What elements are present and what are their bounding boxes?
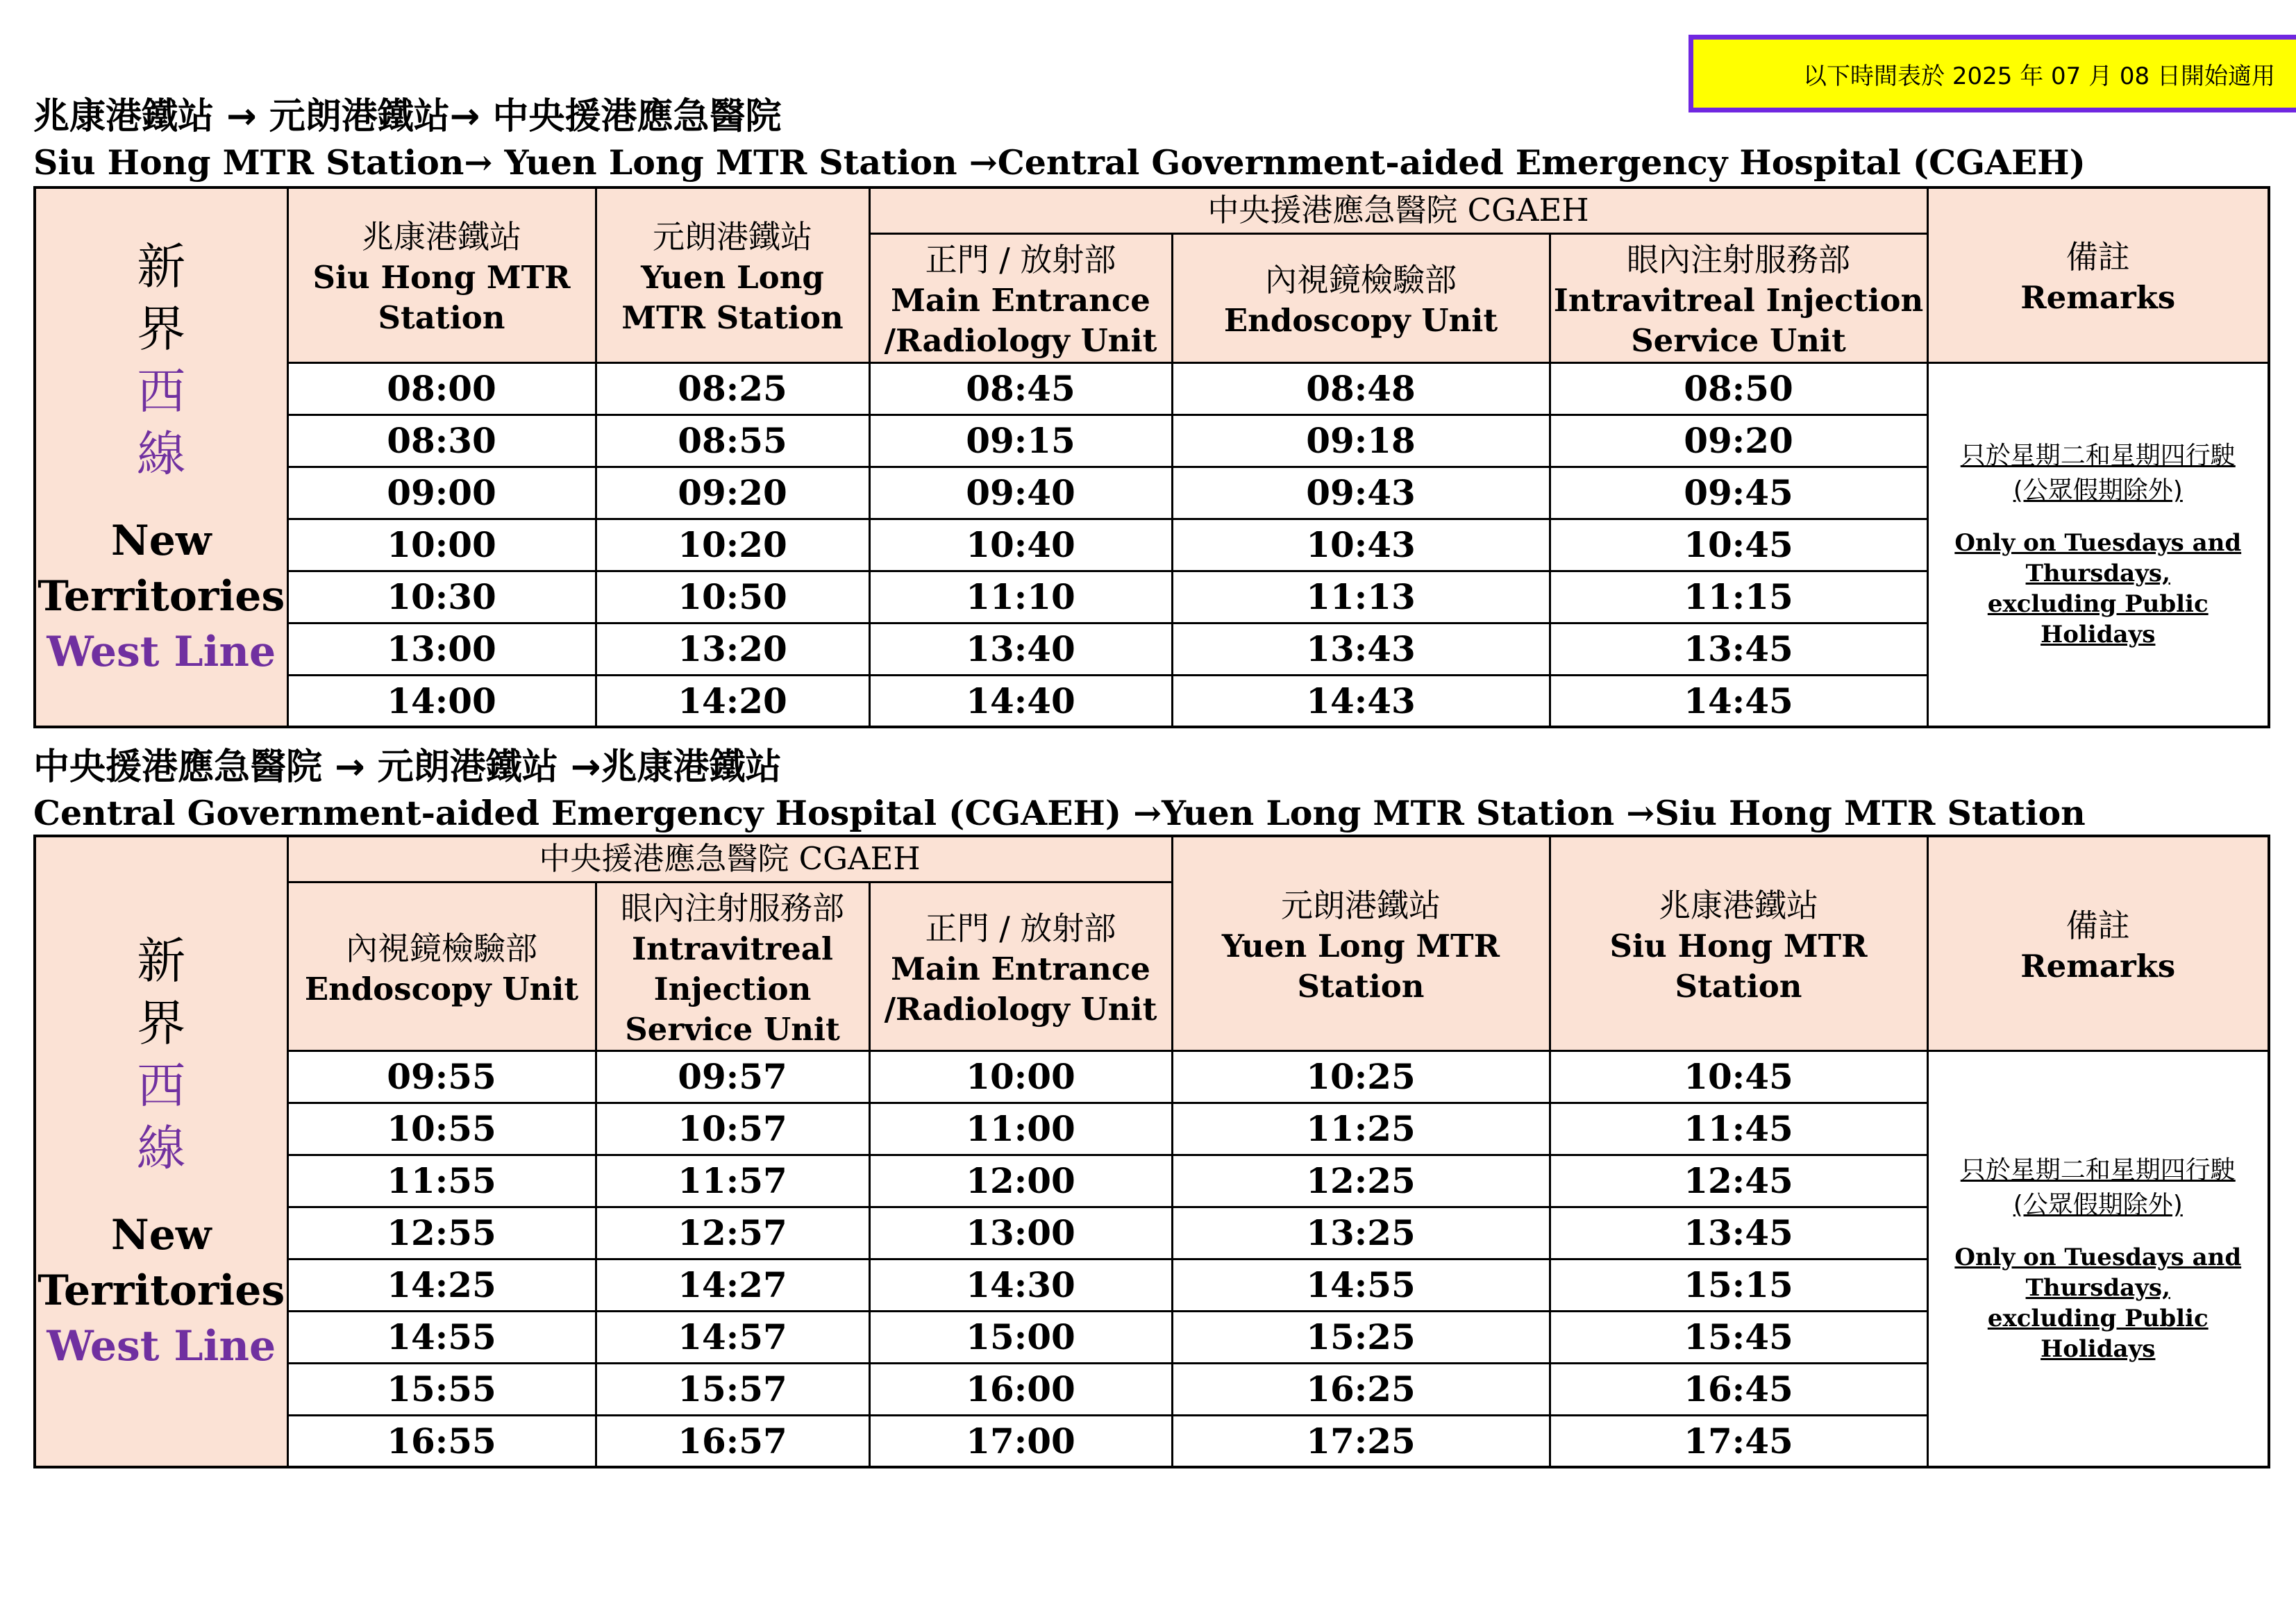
time-cell: 17:00 (869, 1415, 1172, 1467)
inbound-title-zh: 中央援港應急醫院 → 元朗港鐵站 →兆康港鐵站 (33, 746, 782, 788)
header-label: excluding Public Holidays (1987, 590, 2209, 649)
line-en: Territories (37, 571, 285, 621)
line-label-cell (35, 187, 287, 727)
time-cell: 10:00 (287, 519, 596, 571)
time-cell: 08:00 (287, 362, 596, 415)
remarks-cell (1927, 1050, 2269, 1467)
header-label: 備註 (2065, 906, 2130, 944)
time-cell: 11:55 (287, 1155, 596, 1207)
header-label: 兆康港鐵站 (362, 218, 521, 256)
time-cell: 08:25 (596, 362, 869, 415)
header-label: Only on Tuesdays and (1954, 1243, 2242, 1271)
time-cell: 15:55 (287, 1363, 596, 1415)
time-cell: 12:00 (869, 1155, 1172, 1207)
time-cell: 10:40 (869, 519, 1172, 571)
header-label: 中央援港應急醫院 CGAEH (539, 840, 921, 878)
outbound-title-en: Siu Hong MTR Station→ Yuen Long MTR Station →Central Government-aided Emergency Hospital (CGAEH) (33, 142, 2086, 183)
column-header (1550, 233, 1927, 362)
time-cell: 17:45 (1550, 1415, 1927, 1467)
time-cell: 12:25 (1172, 1155, 1550, 1207)
time-cell: 10:30 (287, 571, 596, 623)
header-label: (公眾假期除外) (2013, 1190, 2183, 1219)
time-cell: 10:55 (287, 1103, 596, 1155)
time-cell: 16:45 (1550, 1363, 1927, 1415)
header-label: Siu Hong MTR Station (312, 259, 571, 337)
header-label: Yuen Long MTR Station (621, 259, 844, 337)
time-cell: 12:55 (287, 1207, 596, 1259)
header-label: Siu Hong MTR Station (1609, 927, 1868, 1005)
time-cell: 15:25 (1172, 1311, 1550, 1363)
header-label: 眼內注射服務部 (621, 889, 844, 927)
time-cell: 09:18 (1172, 415, 1550, 467)
time-cell: 11:15 (1550, 571, 1927, 623)
header-label: Main Entrance /Radiology Unit (884, 282, 1157, 359)
time-cell: 08:30 (287, 415, 596, 467)
line-en: Territories (37, 1266, 285, 1315)
header-label: Only on Tuesdays and (1954, 529, 2242, 558)
time-cell: 11:00 (869, 1103, 1172, 1155)
column-header (1172, 233, 1550, 362)
time-cell: 14:27 (596, 1259, 869, 1311)
time-cell: 09:45 (1550, 467, 1927, 519)
time-cell: 13:20 (596, 623, 869, 675)
time-cell: 12:57 (596, 1207, 869, 1259)
time-cell: 14:43 (1172, 675, 1550, 727)
time-cell: 10:00 (869, 1050, 1172, 1103)
time-cell: 09:20 (1550, 415, 1927, 467)
time-cell: 13:43 (1172, 623, 1550, 675)
column-header (869, 882, 1172, 1050)
header-label: Remarks (2020, 279, 2176, 317)
time-cell: 09:40 (869, 467, 1172, 519)
time-cell: 14:00 (287, 675, 596, 727)
column-header (287, 882, 596, 1050)
outbound-timetable (33, 186, 2270, 728)
time-cell: 11:57 (596, 1155, 869, 1207)
inbound-timetable (33, 835, 2270, 1468)
time-cell: 08:55 (596, 415, 869, 467)
time-cell: 09:55 (287, 1050, 596, 1103)
time-cell: 09:00 (287, 467, 596, 519)
header-label: 只於星期二和星期四行駛 (1960, 1155, 2236, 1184)
header-label: Intravitreal Injection Service Unit (625, 930, 840, 1048)
header-label: 備註 (2065, 238, 2130, 276)
time-cell: 17:25 (1172, 1415, 1550, 1467)
line-zh-char: 線 (137, 1119, 186, 1177)
time-cell: 13:25 (1172, 1207, 1550, 1259)
time-cell: 11:13 (1172, 571, 1550, 623)
line-zh-char: 新 (137, 237, 186, 295)
header-label: Yuen Long MTR Station (1221, 927, 1500, 1005)
time-cell: 10:43 (1172, 519, 1550, 571)
table-row (35, 1050, 2269, 1103)
line-zh-char: 界 (137, 994, 186, 1052)
time-cell: 14:25 (287, 1259, 596, 1311)
time-cell: 15:15 (1550, 1259, 1927, 1311)
header-label: excluding Public Holidays (1987, 1304, 2209, 1363)
time-cell: 14:55 (1172, 1259, 1550, 1311)
inbound-title-en: Central Government-aided Emergency Hospital (CGAEH) →Yuen Long MTR Station →Siu Hong MTR Station (33, 793, 2086, 833)
time-cell: 16:00 (869, 1363, 1172, 1415)
cgaeh-group-header (287, 836, 1172, 882)
time-cell: 10:57 (596, 1103, 869, 1155)
line-zh-char: 新 (137, 932, 186, 989)
line-en: New (110, 1210, 212, 1259)
time-cell: 09:57 (596, 1050, 869, 1103)
time-cell: 11:25 (1172, 1103, 1550, 1155)
table-row (35, 362, 2269, 415)
header-label: 正門 / 放射部 (925, 909, 1116, 947)
time-cell: 08:45 (869, 362, 1172, 415)
time-cell: 14:57 (596, 1311, 869, 1363)
remarks-header (1927, 187, 2269, 362)
time-cell: 14:30 (869, 1259, 1172, 1311)
header-label: 兆康港鐵站 (1659, 886, 1818, 924)
header-label: 只於星期二和星期四行駛 (1960, 442, 2236, 471)
column-header (1550, 836, 1927, 1050)
remarks-cell (1927, 362, 2269, 727)
time-cell: 13:45 (1550, 623, 1927, 675)
line-zh-char: 線 (137, 425, 186, 483)
time-cell: 12:45 (1550, 1155, 1927, 1207)
line-zh-char: 界 (137, 300, 186, 358)
time-cell: 13:45 (1550, 1207, 1927, 1259)
time-cell: 09:43 (1172, 467, 1550, 519)
effective-date-notice: 以下時間表於 2025 年 07 月 08 日開始適用 (1689, 35, 2296, 112)
line-en: West Line (47, 627, 276, 676)
time-cell: 16:55 (287, 1415, 596, 1467)
column-header (596, 882, 869, 1050)
time-cell: 08:48 (1172, 362, 1550, 415)
header-label: 內視鏡檢驗部 (346, 929, 537, 967)
header-label: (公眾假期除外) (2013, 476, 2183, 505)
header-label: 中央援港應急醫院 CGAEH (1207, 192, 1589, 229)
time-cell: 14:40 (869, 675, 1172, 727)
remarks-header (1927, 836, 2269, 1050)
header-label: Thursdays, (2025, 560, 2170, 588)
header-label: Thursdays, (2025, 1273, 2170, 1302)
time-cell: 10:45 (1550, 519, 1927, 571)
header-label: 元朗港鐵站 (653, 218, 812, 256)
line-en: New (110, 516, 212, 565)
time-cell: 14:20 (596, 675, 869, 727)
header-label: 正門 / 放射部 (925, 241, 1116, 278)
time-cell: 10:45 (1550, 1050, 1927, 1103)
column-header (596, 187, 869, 362)
time-cell: 11:10 (869, 571, 1172, 623)
time-cell: 15:45 (1550, 1311, 1927, 1363)
line-label-cell (35, 836, 287, 1467)
header-label: 內視鏡檢驗部 (1265, 261, 1457, 299)
header-label: Endoscopy Unit (1223, 302, 1498, 339)
time-cell: 16:25 (1172, 1363, 1550, 1415)
time-cell: 14:55 (287, 1311, 596, 1363)
header-label: Intravitreal Injection Service Unit (1553, 282, 1924, 359)
time-cell: 11:45 (1550, 1103, 1927, 1155)
header-label: 元朗港鐵站 (1281, 886, 1441, 924)
time-cell: 08:50 (1550, 362, 1927, 415)
time-cell: 13:00 (287, 623, 596, 675)
time-cell: 09:20 (596, 467, 869, 519)
column-header (287, 187, 596, 362)
time-cell: 16:57 (596, 1415, 869, 1467)
time-cell: 10:50 (596, 571, 869, 623)
column-header (869, 233, 1172, 362)
time-cell: 13:40 (869, 623, 1172, 675)
line-zh-char: 西 (137, 362, 186, 420)
cgaeh-group-header (869, 187, 1927, 233)
time-cell: 14:45 (1550, 675, 1927, 727)
line-en: West Line (47, 1321, 276, 1371)
column-header (1172, 836, 1550, 1050)
header-label: Endoscopy Unit (304, 970, 579, 1007)
time-cell: 10:20 (596, 519, 869, 571)
time-cell: 09:15 (869, 415, 1172, 467)
header-label: Remarks (2020, 947, 2176, 985)
header-label: 眼內注射服務部 (1627, 241, 1850, 278)
header-label: Main Entrance /Radiology Unit (884, 950, 1157, 1028)
time-cell: 10:25 (1172, 1050, 1550, 1103)
outbound-title-zh: 兆康港鐵站 → 元朗港鐵站→ 中央援港應急醫院 (33, 96, 782, 137)
time-cell: 15:57 (596, 1363, 869, 1415)
time-cell: 15:00 (869, 1311, 1172, 1363)
line-zh-char: 西 (137, 1057, 186, 1114)
time-cell: 13:00 (869, 1207, 1172, 1259)
